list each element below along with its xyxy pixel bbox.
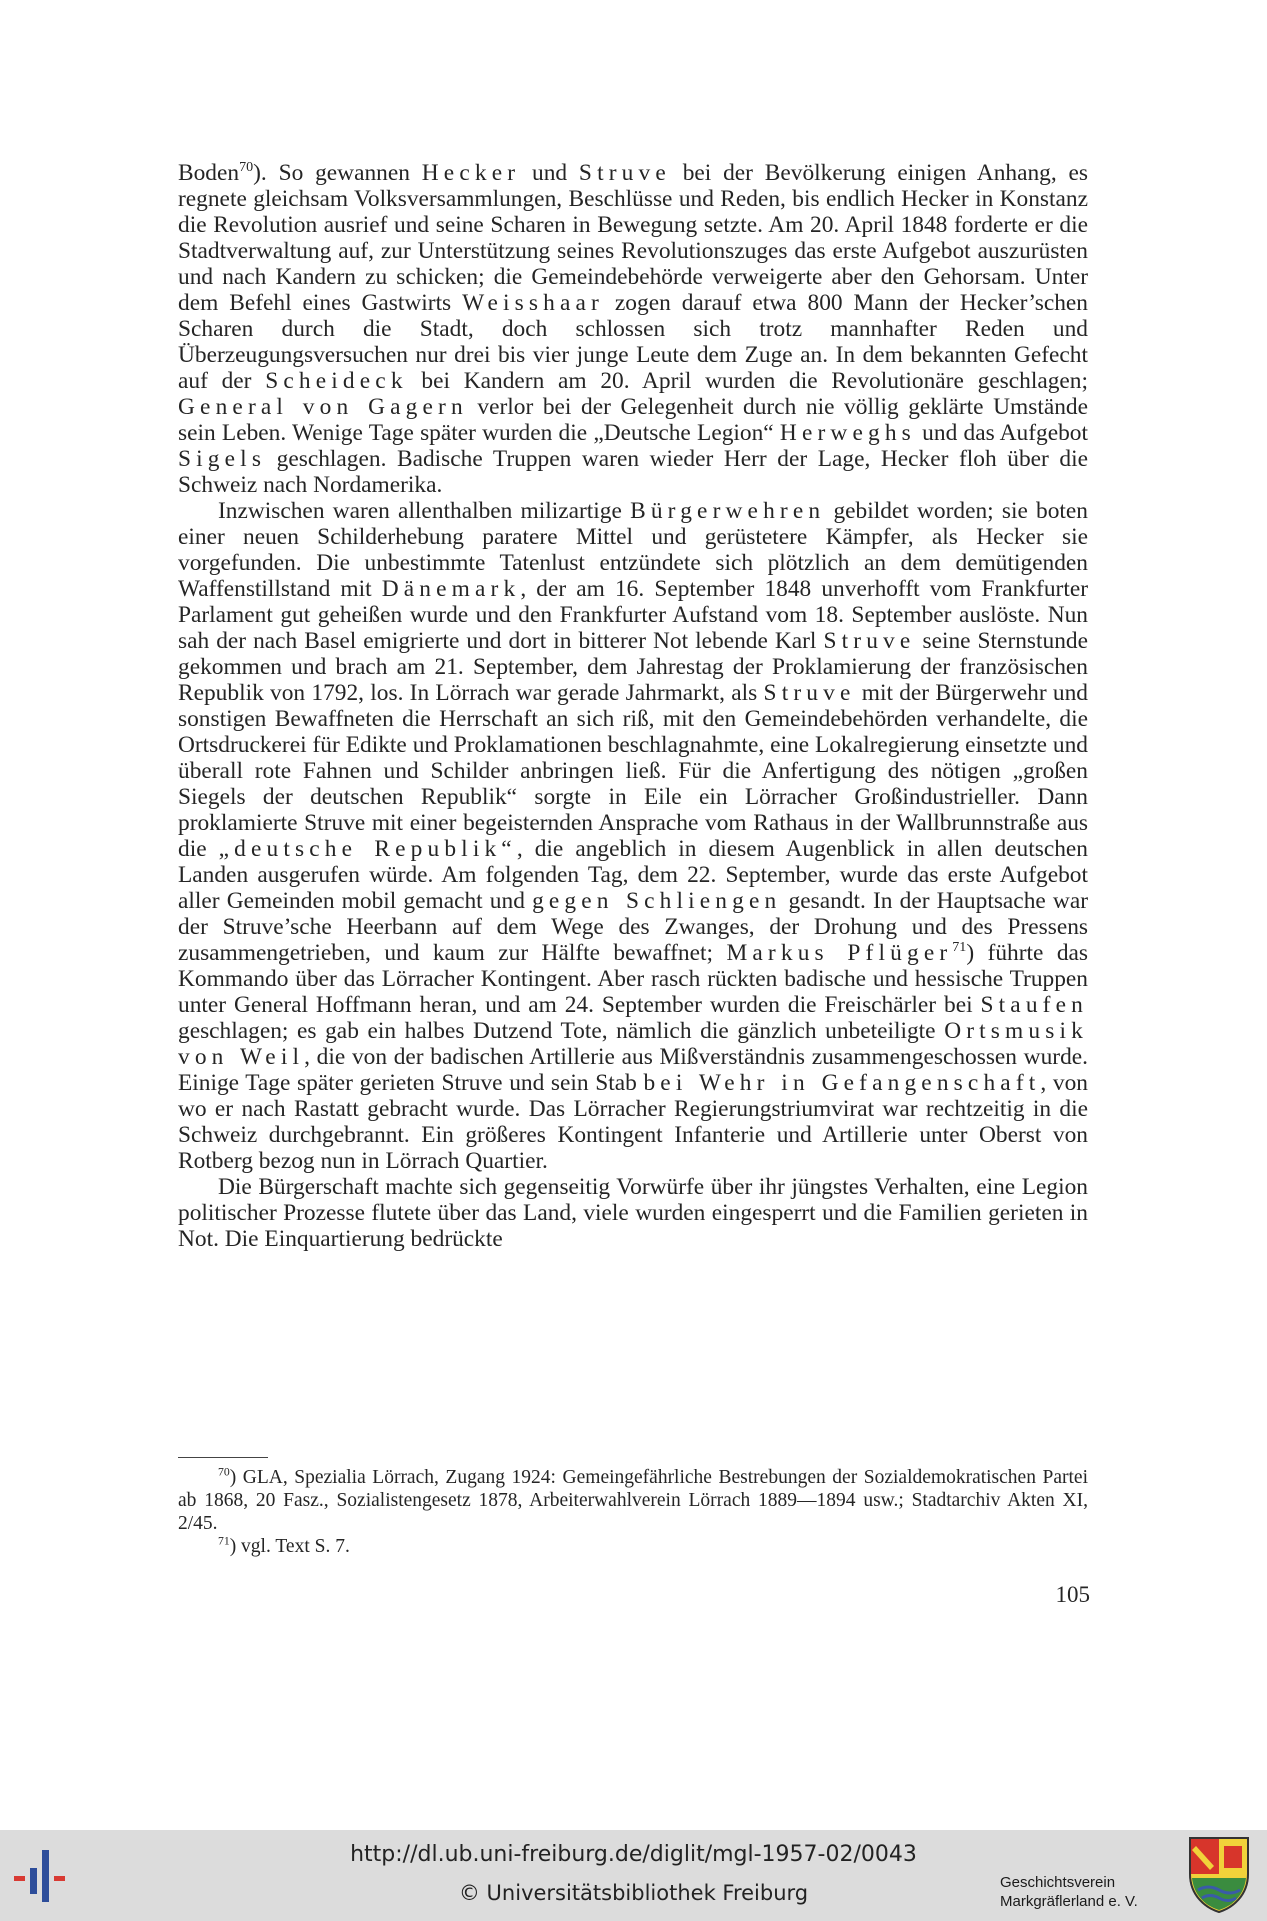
emphasized-name: Herweghs [779, 420, 916, 446]
page-number: 105 [1055, 1582, 1090, 1607]
text-run: bei der Bevölkerung einigen Anhang, es regnete gleichsam Volksversammlungen, Beschlüsse und Reden, bis endlich Hecker in Konstanz die Revolution ausrief und seine Scharen in Bewegung setzte. Am 20. April 1848 forderte er die Stadtverwaltung auf, zur Unterstützung seines Revolutionszuges das erste Aufgebot auszurüsten und nach Kandern zu schicken; die Gemeindebehörde verweigerte aber den Gehorsam. Unter dem Befehl eines Gastwirts [178, 160, 1089, 316]
body-text [178, 160, 1088, 1252]
footnote-number: 70 [218, 1465, 230, 1479]
emphasized-name: gegen Schliengen [532, 888, 782, 914]
footnote-separator [178, 1457, 268, 1458]
text-run: , der am 16. September 1848 unverhofft vom Frankfurter Parlament gut geheißen wurde und den Frankfurter Aufstand vom 18. September auslöste. Nun sah der nach Basel emigrierte und dort in bitterer Not lebende Karl [178, 576, 1088, 654]
text-run: geschlagen; es gab ein halbes Dutzend Tote, nämlich die gänzlich unbeteiligte [178, 1018, 945, 1044]
text-run: gesandt. In der Hauptsache war der Struve’sche Heerbann auf dem Wege des Zwanges, der Drohung und des Pressens zusammengetrieben, und kaum zur Hälfte bewaffnet; [178, 888, 1088, 966]
emphasized-name: „deutsche Republik“ [218, 836, 517, 862]
emphasized-name: Staufen [980, 992, 1088, 1018]
footnotes [178, 1466, 1088, 1558]
text-run: geschlagen. Badische Truppen waren wieder Herr der Lage, Hecker floh über die Schweiz nach Nordamerika. [178, 446, 1088, 498]
emphasized-name: Ortsmusik von Weil [178, 1018, 1088, 1070]
emphasized-name: Struve [763, 680, 856, 706]
footnote-reference: 71 [952, 939, 967, 956]
text-run: , die angeblich in diesem Augenblick in allen deutschen Landen ausgerufen würde. Am folgenden Tag, dem 22. September, wurde das erste Aufgebot aller Gemeinden mobil gemacht und [178, 836, 1088, 914]
society-name-line2: Markgräflerland e. V. [1000, 1893, 1138, 1910]
society-name [1000, 1873, 1180, 1911]
text-run: seine Sternstunde gekommen und brach am 21. September, dem Jahrestag der Proklamierung der französischen Republik von 1792, los. In Lörrach war gerade Jahrmarkt, als [178, 628, 1088, 706]
text-run: mit der Bürgerwehr und sonstigen Bewaffneten die Herrschaft an sich riß, mit den Gemeindebehörden verhandelte, die Ortsdruckerei für Edikte und Proklamationen beschlagnahmte, eine Lokalregierung einsetzte und überall rote Fahnen und Schilder anbringen ließ. Für die Anfertigung des nötigen „großen Siegels der deutschen Republik“ sorgte in Eile ein Lörracher Großindustrieller. Dann proklamierte Struve mit einer begeisternden Ansprache vom Rathaus in der Wallbrunnstraße aus die [178, 680, 1088, 862]
text-run: verlor bei der Gelegenheit durch nie völlig geklärte Umstände sein Leben. Wenige Tage später wurden die „Deutsche Legion“ [178, 394, 1088, 446]
emphasized-name: Struve [578, 160, 671, 186]
emphasized-name: Dänemark [381, 576, 521, 602]
emphasized-name: Sigels [178, 446, 267, 472]
text-run: gebildet worden; sie boten einer neuen Schilderhebung paratere Mittel und gerüstetere Kämpfer, als Hecker sie vorgefunden. Die unbestimmte Tatenlust entzündete sich plötzlich an dem demütigenden Waffenstillstand mit [178, 498, 1088, 602]
paragraph [178, 1174, 1088, 1252]
footnote-text: ) GLA, Spezialia Lörrach, Zugang 1924: Gemeingefährliche Bestrebungen der Sozialdemokratischen Partei ab 1868, 20 Fasz., Sozialistengesetz 1878, Arbeiterwahlverein Lörrach 1889—1894 usw.; Stadtarchiv Akten XI, 2/45. [178, 1467, 1088, 1534]
text-run: ) führte das Kommando über das Lörracher Kontingent. Aber rasch rückten badische und hessische Truppen unter General Hoffmann heran, und am 24. September wurden die Freischärler bei [178, 940, 1089, 1018]
text-run: bei Kandern am 20. April wurden die Revolutionäre geschlagen; [407, 368, 1088, 394]
footnote-text: ) vgl. Text S. 7. [229, 1536, 350, 1557]
society-name-line1: Geschichtsverein [1000, 1874, 1116, 1891]
coat-of-arms-icon[interactable] [1188, 1836, 1250, 1914]
emphasized-name: Struve [823, 628, 916, 654]
footnote [178, 1535, 1088, 1558]
paragraph [178, 498, 1088, 1174]
footnote-reference: 70 [239, 159, 254, 176]
emphasized-name: Hecker [421, 160, 521, 186]
text-run: und das Aufgebot [915, 420, 1088, 446]
text-run: Die Bürgerschaft machte sich gegenseitig Vorwürfe über ihr jüngstes Verhalten, eine Legion politischer Prozesse flutete über das Land, viele wurden eingesperrt und die Familien gerieten in Not. Die Einquartierung bedrückte [178, 1174, 1088, 1252]
emphasized-name: Scheideck [265, 368, 408, 394]
emphasized-name: Markus Pflüger [726, 940, 953, 966]
viewer-footer [0, 1830, 1267, 1921]
emphasized-name: General von Gagern [178, 394, 468, 420]
copyright-notice: © Universitätsbibliothek Freiburg [458, 1881, 809, 1905]
footnote-number: 71 [218, 1534, 230, 1548]
text-run: , die von der badischen Artillerie aus Mißverständnis zusammengeschossen wurde. Einige Tage später gerieten Struve und sein Stab [178, 1044, 1088, 1096]
permalink-url[interactable]: http://dl.ub.uni-freiburg.de/diglit/mgl-1957-02/0043 [350, 1842, 917, 1867]
text-run: zogen darauf etwa 800 Mann der Hecker’schen Scharen durch die Stadt, doch schlossen sich trotz mannhafter Reden und Überzeugungsversuchen nur drei bis vier junge Leute dem Zuge an. In dem bekannten Gefecht auf der [178, 290, 1088, 394]
text-run: und [520, 160, 579, 186]
text-run: , von wo er nach Rastatt gebracht wurde. Das Lörracher Regierungstriumvirat war rechtzeitig in die Schweiz durchgebrannt. Ein größeres Kontingent Infanterie und Artillerie unter Oberst von Rotberg bezog nun in Lörrach Quartier. [178, 1070, 1088, 1174]
emphasized-name: Bürgerwehren [630, 498, 826, 524]
text-run: ). So gewannen [253, 160, 422, 186]
footnote [178, 1466, 1088, 1535]
text-run: Boden [178, 160, 240, 186]
emphasized-name: bei Wehr in Gefangenschaft [643, 1070, 1041, 1096]
emphasized-name: Weisshaar [462, 290, 604, 316]
paragraph [178, 160, 1088, 498]
text-run: Inzwischen waren allenthalben milizartige [218, 498, 631, 524]
